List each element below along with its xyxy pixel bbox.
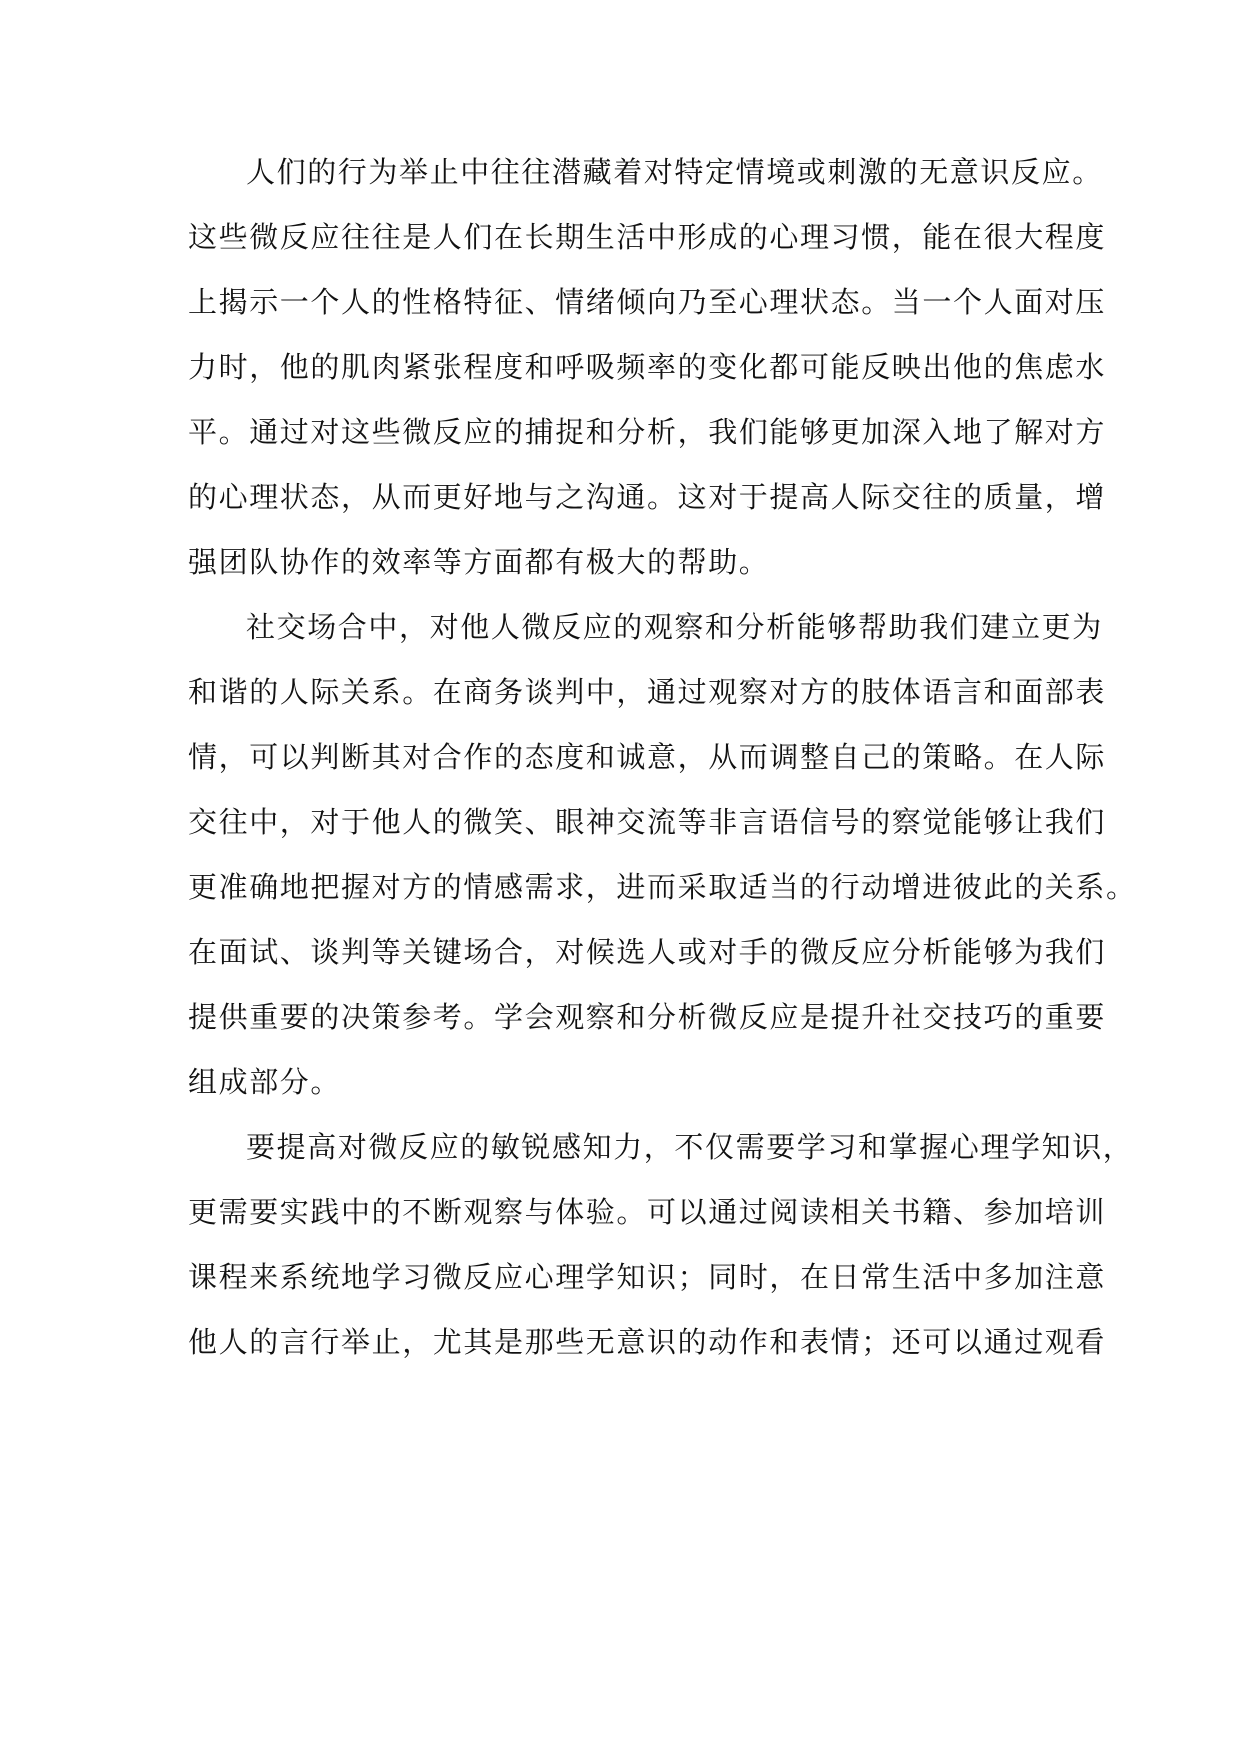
text-line: 上揭示一个人的性格特征、情绪倾向乃至心理状态。当一个人面对压	[188, 285, 1107, 319]
text-line: 交往中，对于他人的微笑、眼神交流等非言语信号的察觉能够让我们	[188, 805, 1107, 839]
text-line: 课程来系统地学习微反应心理学知识；同时，在日常生活中多加注意	[188, 1260, 1107, 1294]
paragraph-3	[188, 1115, 1134, 1375]
text-line: 要提高对微反应的敏锐感知力，不仅需要学习和掌握心理学知识，	[246, 1130, 1134, 1164]
paragraph-1	[188, 140, 1107, 595]
text-line: 提供重要的决策参考。学会观察和分析微反应是提升社交技巧的重要	[188, 1000, 1107, 1034]
text-line: 组成部分。	[188, 1065, 342, 1099]
text-line: 更准确地把握对方的情感需求，进而采取适当的行动增进彼此的关系。	[188, 870, 1137, 904]
text-line: 这些微反应往往是人们在长期生活中形成的心理习惯，能在很大程度	[188, 220, 1107, 254]
text-line: 平。通过对这些微反应的捕捉和分析，我们能够更加深入地了解对方	[188, 415, 1107, 449]
document-body	[188, 140, 1137, 1375]
text-line: 社交场合中，对他人微反应的观察和分析能够帮助我们建立更为	[246, 610, 1103, 644]
text-line: 强团队协作的效率等方面都有极大的帮助。	[188, 545, 770, 579]
text-line: 和谐的人际关系。在商务谈判中，通过观察对方的肢体语言和面部表	[188, 675, 1107, 709]
text-line: 人们的行为举止中往往潜藏着对特定情境或刺激的无意识反应。	[246, 155, 1103, 189]
text-line: 他人的言行举止，尤其是那些无意识的动作和表情；还可以通过观看	[188, 1325, 1107, 1359]
text-line: 的心理状态，从而更好地与之沟通。这对于提高人际交往的质量，增	[188, 480, 1107, 514]
text-line: 更需要实践中的不断观察与体验。可以通过阅读相关书籍、参加培训	[188, 1195, 1107, 1229]
text-line: 情，可以判断其对合作的态度和诚意，从而调整自己的策略。在人际	[188, 740, 1107, 774]
text-line: 力时，他的肌肉紧张程度和呼吸频率的变化都可能反映出他的焦虑水	[188, 350, 1107, 384]
paragraph-2	[188, 595, 1137, 1115]
text-line: 在面试、谈判等关键场合，对候选人或对手的微反应分析能够为我们	[188, 935, 1107, 969]
